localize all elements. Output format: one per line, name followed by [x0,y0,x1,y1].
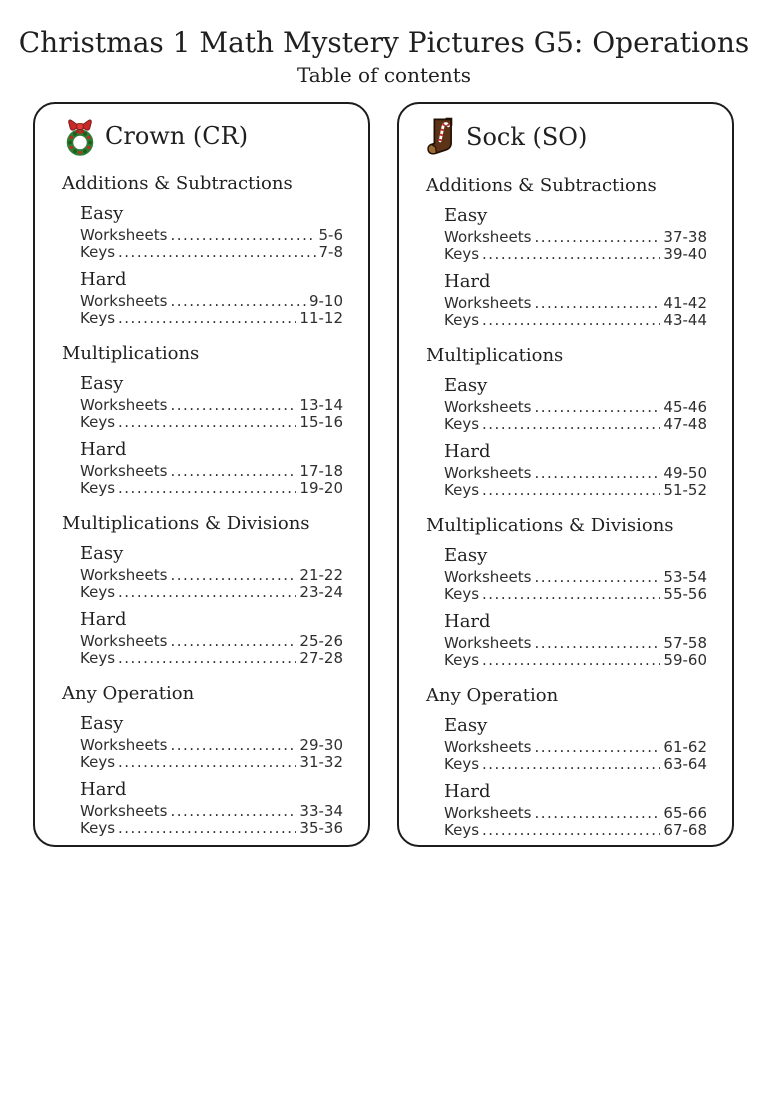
toc-card-sock [397,102,734,847]
entry-pages: 59-60 [663,650,707,669]
difficulty-level [444,441,707,499]
entry-pages: 29-30 [299,735,343,754]
page-subtitle: Table of contents [296,62,472,87]
entry-pages: 9-10 [308,291,343,310]
difficulty-level [80,609,343,667]
entry-pages: 35-36 [299,818,343,837]
toc-section [62,343,343,497]
entry-label: Worksheets [80,225,168,244]
entry-pages: 25-26 [299,631,343,650]
dot-leader [118,584,296,601]
level-name: Easy [444,204,488,226]
dot-leader [170,567,296,584]
level-name: Easy [80,202,124,224]
dot-leader [118,480,296,497]
toc-entry [444,756,707,773]
dot-leader [118,650,296,667]
entry-pages: 27-28 [299,648,343,667]
toc-section [426,175,707,329]
cards-row [0,102,768,847]
section-title: Multiplications [62,342,200,364]
entry-label: Keys [80,648,116,667]
level-name: Easy [80,542,124,564]
entry-label: Worksheets [444,463,532,482]
entry-pages: 7-8 [318,242,343,261]
entry-pages: 31-32 [299,752,343,771]
entry-pages: 11-12 [299,308,343,327]
toc-entry [80,754,343,771]
stocking-icon [426,117,459,159]
level-name: Easy [80,372,124,394]
dot-leader [118,244,315,261]
entry-label: Worksheets [444,633,532,652]
section-title: Additions & Subtractions [62,172,293,194]
toc-entry [444,229,707,246]
entry-pages: 51-52 [663,480,707,499]
level-name: Hard [80,778,127,800]
toc-entry [80,633,343,650]
entry-label: Worksheets [444,293,532,312]
entry-pages: 53-54 [663,567,707,586]
dot-leader [534,295,660,312]
entry-pages: 33-34 [299,801,343,820]
entry-label: Worksheets [80,395,168,414]
difficulty-level [80,713,343,771]
toc-entry [80,414,343,431]
entry-pages: 55-56 [663,584,707,603]
dot-leader [170,463,296,480]
entry-label: Keys [80,818,116,837]
entry-label: Keys [444,754,480,773]
entry-label: Keys [444,414,480,433]
level-name: Easy [444,714,488,736]
toc-entry [444,805,707,822]
difficulty-level [444,715,707,773]
toc-section [62,683,343,837]
entry-pages: 37-38 [663,227,707,246]
toc-entry [80,803,343,820]
toc-entry [80,227,343,244]
dot-leader [170,633,296,650]
entry-pages: 67-68 [663,820,707,839]
dot-leader [482,482,660,499]
entry-label: Worksheets [80,565,168,584]
entry-pages: 43-44 [663,310,707,329]
entry-pages: 19-20 [299,478,343,497]
section-title: Any Operation [62,682,195,704]
toc-section [426,685,707,839]
entry-label: Worksheets [80,291,168,310]
dot-leader [170,293,305,310]
toc-entry [80,584,343,601]
difficulty-level [80,203,343,261]
entry-label: Keys [80,582,116,601]
entry-pages: 23-24 [299,582,343,601]
entry-label: Keys [444,480,480,499]
dot-leader [534,805,660,822]
entry-label: Keys [444,310,480,329]
level-name: Hard [444,780,491,802]
level-name: Hard [80,438,127,460]
dot-leader [170,397,296,414]
entry-label: Worksheets [444,227,532,246]
toc-entry [444,295,707,312]
entry-pages: 45-46 [663,397,707,416]
dot-leader [482,652,660,669]
entry-pages: 21-22 [299,565,343,584]
entry-pages: 41-42 [663,293,707,312]
dot-leader [534,569,660,586]
toc-entry [80,310,343,327]
dot-leader [170,803,296,820]
toc-entry [80,480,343,497]
difficulty-level [444,545,707,603]
level-name: Hard [444,610,491,632]
entry-label: Worksheets [444,397,532,416]
toc-entry [444,416,707,433]
dot-leader [118,754,296,771]
difficulty-level [80,779,343,837]
level-name: Hard [80,268,127,290]
section-title: Multiplications [426,344,564,366]
difficulty-level [444,611,707,669]
dot-leader [534,635,660,652]
entry-pages: 5-6 [318,225,343,244]
dot-leader [170,227,315,244]
entry-label: Keys [80,478,116,497]
toc-entry [80,293,343,310]
difficulty-level [444,375,707,433]
section-title: Multiplications & Divisions [426,514,674,536]
entry-pages: 65-66 [663,803,707,822]
difficulty-level [80,269,343,327]
level-name: Hard [80,608,127,630]
entry-label: Worksheets [80,461,168,480]
dot-leader [534,465,660,482]
entry-label: Keys [80,752,116,771]
difficulty-level [80,543,343,601]
entry-label: Keys [444,820,480,839]
card-title: Sock (SO) [466,123,588,152]
dot-leader [118,310,296,327]
dot-leader [482,246,660,263]
dot-leader [482,822,660,839]
toc-entry [80,244,343,261]
difficulty-level [80,439,343,497]
entry-label: Worksheets [444,737,532,756]
dot-leader [482,416,660,433]
entry-label: Keys [80,412,116,431]
entry-pages: 57-58 [663,633,707,652]
entry-label: Keys [80,242,116,261]
toc-entry [80,737,343,754]
difficulty-level [444,271,707,329]
dot-leader [534,229,660,246]
page-title: Christmas 1 Math Mystery Pictures G5: Operations [18,26,750,59]
level-name: Easy [444,374,488,396]
entry-pages: 17-18 [299,461,343,480]
dot-leader [482,312,660,329]
level-name: Easy [80,712,124,734]
difficulty-level [80,373,343,431]
toc-entry [80,650,343,667]
wreath-icon [62,117,98,157]
toc-entry [80,567,343,584]
entry-pages: 63-64 [663,754,707,773]
entry-label: Keys [444,650,480,669]
toc-card-crown [33,102,370,847]
level-name: Easy [444,544,488,566]
toc-entry [444,312,707,329]
toc-entry [444,635,707,652]
section-title: Any Operation [426,684,559,706]
toc-entry [444,586,707,603]
toc-entry [444,652,707,669]
dot-leader [534,399,660,416]
toc-entry [444,482,707,499]
difficulty-level [444,781,707,839]
entry-pages: 39-40 [663,244,707,263]
toc-entry [80,397,343,414]
entry-label: Worksheets [80,631,168,650]
toc-section [62,173,343,327]
section-title: Additions & Subtractions [426,174,657,196]
dot-leader [482,586,660,603]
dot-leader [118,414,296,431]
entry-pages: 15-16 [299,412,343,431]
entry-pages: 61-62 [663,737,707,756]
entry-label: Worksheets [80,801,168,820]
entry-label: Worksheets [444,803,532,822]
entry-label: Keys [444,244,480,263]
dot-leader [118,820,296,837]
toc-entry [444,569,707,586]
entry-pages: 13-14 [299,395,343,414]
entry-pages: 47-48 [663,414,707,433]
difficulty-level [444,205,707,263]
dot-leader [534,739,660,756]
toc-section [426,515,707,669]
toc-entry [80,820,343,837]
dot-leader [482,756,660,773]
card-header [426,117,707,159]
toc-entry [444,399,707,416]
entry-label: Keys [444,584,480,603]
toc-section [426,345,707,499]
card-header [62,117,343,157]
card-title: Crown (CR) [105,122,249,151]
toc-entry [444,739,707,756]
section-title: Multiplications & Divisions [62,512,310,534]
toc-entry [444,822,707,839]
toc-entry [444,465,707,482]
toc-entry [80,463,343,480]
level-name: Hard [444,270,491,292]
level-name: Hard [444,440,491,462]
toc-entry [444,246,707,263]
toc-section [62,513,343,667]
dot-leader [170,737,296,754]
entry-label: Keys [80,308,116,327]
entry-label: Worksheets [80,735,168,754]
entry-label: Worksheets [444,567,532,586]
entry-pages: 49-50 [663,463,707,482]
